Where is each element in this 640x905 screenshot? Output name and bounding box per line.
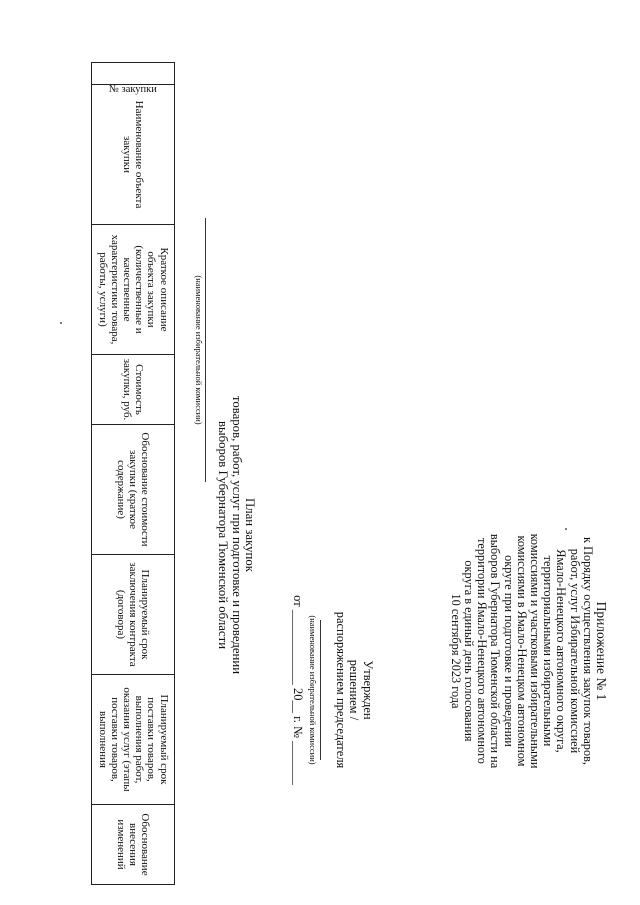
header-cell-changes: Обоснование внесения изменений [92,805,175,885]
appendix-line: Ямало-Ненецкого автономного округа, [554,549,569,753]
header-cell-justification: Обоснование стоимости закупки (краткое содержание) [92,425,175,555]
approval-block [291,590,375,790]
header-cell-number [92,63,175,95]
header-cell-description: Краткое описание объекта закупки (количественные и качественные характеристики товара, работы, услуги) [92,225,175,355]
scan-speck [60,322,62,324]
approval-signature-line [321,620,322,760]
procurement-plan-table [91,62,175,885]
header-number-label: № закупки [109,83,158,95]
plan-subtitle: товаров, работ, услуг при подготовке и проведении [229,395,244,675]
appendix-line: округа в единый день голосования [461,560,476,742]
header-cell-contract-term: Планируемый срок заключения контракта (договора) [92,555,175,675]
approval-line: Утвержден [361,660,375,720]
appendix-line: комиссиями в Ямало-Ненецком автономном [514,535,529,767]
appendix-line: территориальными избирательными [541,555,556,747]
appendix-title: Приложение № 1 [594,601,609,701]
approval-line: решением / [347,659,362,721]
header-cell-name: Наименование объекта закупки [92,85,175,225]
plan-subtitle: выборов Губернатора Тюменской области [216,420,231,650]
appendix-line: 10 сентября 2023 года [448,593,463,709]
approval-line: распоряжением председателя [334,611,348,769]
appendix-line: выборов Губернатора Тюменской области на [488,533,503,769]
scan-speck [565,528,567,530]
commission-name-caption: (наименование избирательной комиссии) [194,218,206,482]
appendix-block [449,465,608,837]
appendix-line: работ, услуг Избирательной комиссией [567,548,582,754]
plan-title: План закупок [243,498,257,572]
appendix-line: к Порядку осуществления закупок товаров, [580,537,595,765]
approval-caption: (наименование избирательной комиссии) [308,615,319,765]
header-cell-cost: Стоимость закупки, руб. [92,355,175,425]
table-header-row [92,63,175,885]
appendix-line: округе при подготовке и проведении [501,555,516,747]
header-cell-delivery-term: Планируемый срок поставки товаров, выполнения работ, оказания услуг (этапы поставки товаров, выполнения [92,675,175,805]
plan-title-block [216,325,256,745]
approval-date-line: от ____________ 20__ г. № _______ [291,595,305,785]
appendix-line: комиссиями и участковыми избирательными [527,533,542,769]
appendix-line: территории Ямало-Ненецкого автономного [475,538,490,764]
